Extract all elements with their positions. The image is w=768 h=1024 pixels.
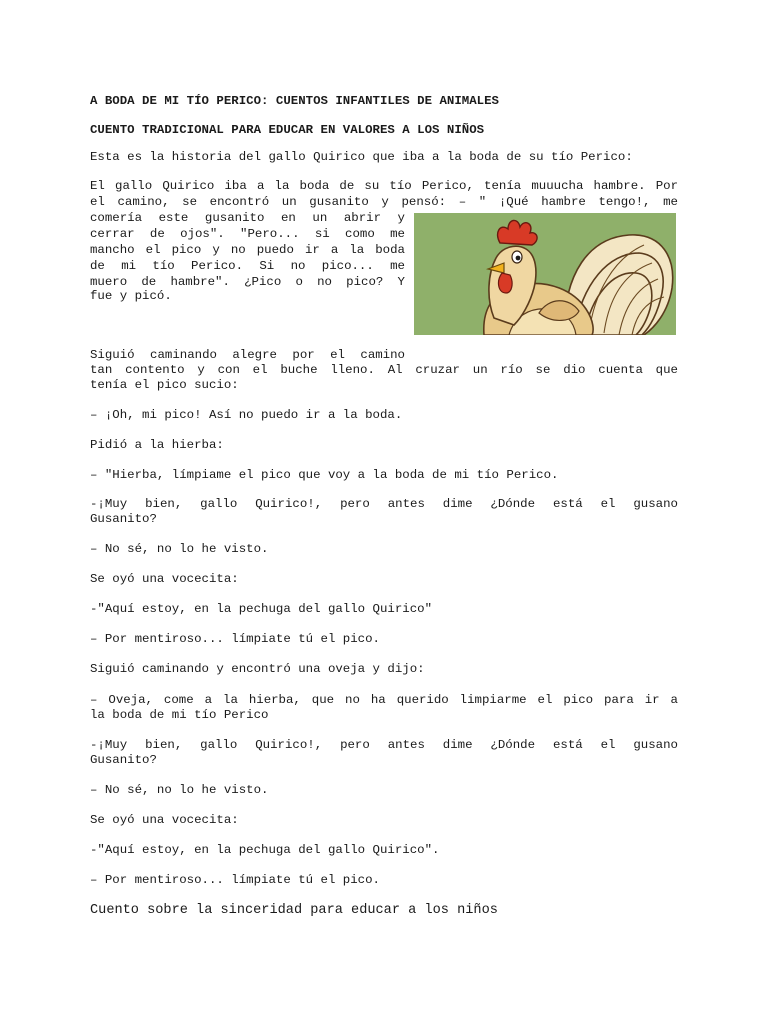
story-line: Siguió caminando alegre por el camino: [90, 348, 405, 362]
dialogue-line: – Oveja, come a la hierba, que no ha querido limpiarme el pico para ir a: [90, 693, 678, 707]
story-line: de mi tío Perico. Si no pico... me: [90, 259, 405, 273]
document-title: A BODA DE MI TÍO PERICO: CUENTOS INFANTILES DE ANIMALES: [90, 94, 499, 108]
dialogue-line: la boda de mi tío Perico: [90, 708, 269, 722]
story-line: tan contento y con el buche lleno. Al cruzar un río se dio cuenta que: [90, 363, 678, 377]
story-line: Se oyó una vocecita:: [90, 572, 239, 586]
dialogue-line: Gusanito?: [90, 753, 157, 767]
dialogue-line: -"Aquí estoy, en la pechuga del gallo Quirico": [90, 602, 433, 616]
rooster-illustration: [414, 213, 676, 335]
dialogue-line: – No sé, no lo he visto.: [90, 542, 269, 556]
story-line: el camino, se encontró un gusanito y pensó: – " ¡Qué hambre tengo!, me: [90, 195, 678, 209]
story-line: fue y picó.: [90, 289, 172, 303]
dialogue-line: – ¡Oh, mi pico! Así no puedo ir a la boda.: [90, 408, 403, 422]
story-line: Pidió a la hierba:: [90, 438, 224, 452]
dialogue-line: – No sé, no lo he visto.: [90, 783, 269, 797]
intro-paragraph: Esta es la historia del gallo Quirico que iba a la boda de su tío Perico:: [90, 150, 633, 164]
story-line: cerrar de ojos". "Pero... si como me: [90, 227, 405, 241]
dialogue-line: -¡Muy bien, gallo Quirico!, pero antes dime ¿Dónde está el gusano: [90, 497, 678, 511]
story-line: El gallo Quirico iba a la boda de su tío Perico, tenía muuucha hambre. Por: [90, 179, 678, 193]
story-line: muero de hambre". ¿Pico o no pico? Y: [90, 275, 405, 289]
story-line: comería este gusanito en un abrir y: [90, 211, 405, 225]
rooster-icon: [414, 213, 676, 335]
story-line: tenía el pico sucio:: [90, 378, 239, 392]
dialogue-line: -"Aquí estoy, en la pechuga del gallo Quirico".: [90, 843, 440, 857]
document-subtitle: CUENTO TRADICIONAL PARA EDUCAR EN VALORES A LOS NIÑOS: [90, 123, 485, 137]
dialogue-line: -¡Muy bien, gallo Quirico!, pero antes dime ¿Dónde está el gusano: [90, 738, 678, 752]
dialogue-line: Gusanito?: [90, 512, 157, 526]
dialogue-line: – "Hierba, límpiame el pico que voy a la boda de mi tío Perico.: [90, 468, 559, 482]
closing-heading: Cuento sobre la sinceridad para educar a los niños: [90, 903, 498, 918]
story-line: mancho el pico y no puedo ir a la boda: [90, 243, 405, 257]
dialogue-line: – Por mentiroso... límpiate tú el pico.: [90, 632, 380, 646]
dialogue-line: – Por mentiroso... límpiate tú el pico.: [90, 873, 380, 887]
story-line: Siguió caminando y encontró una oveja y dijo:: [90, 662, 425, 676]
story-line: Se oyó una vocecita:: [90, 813, 239, 827]
